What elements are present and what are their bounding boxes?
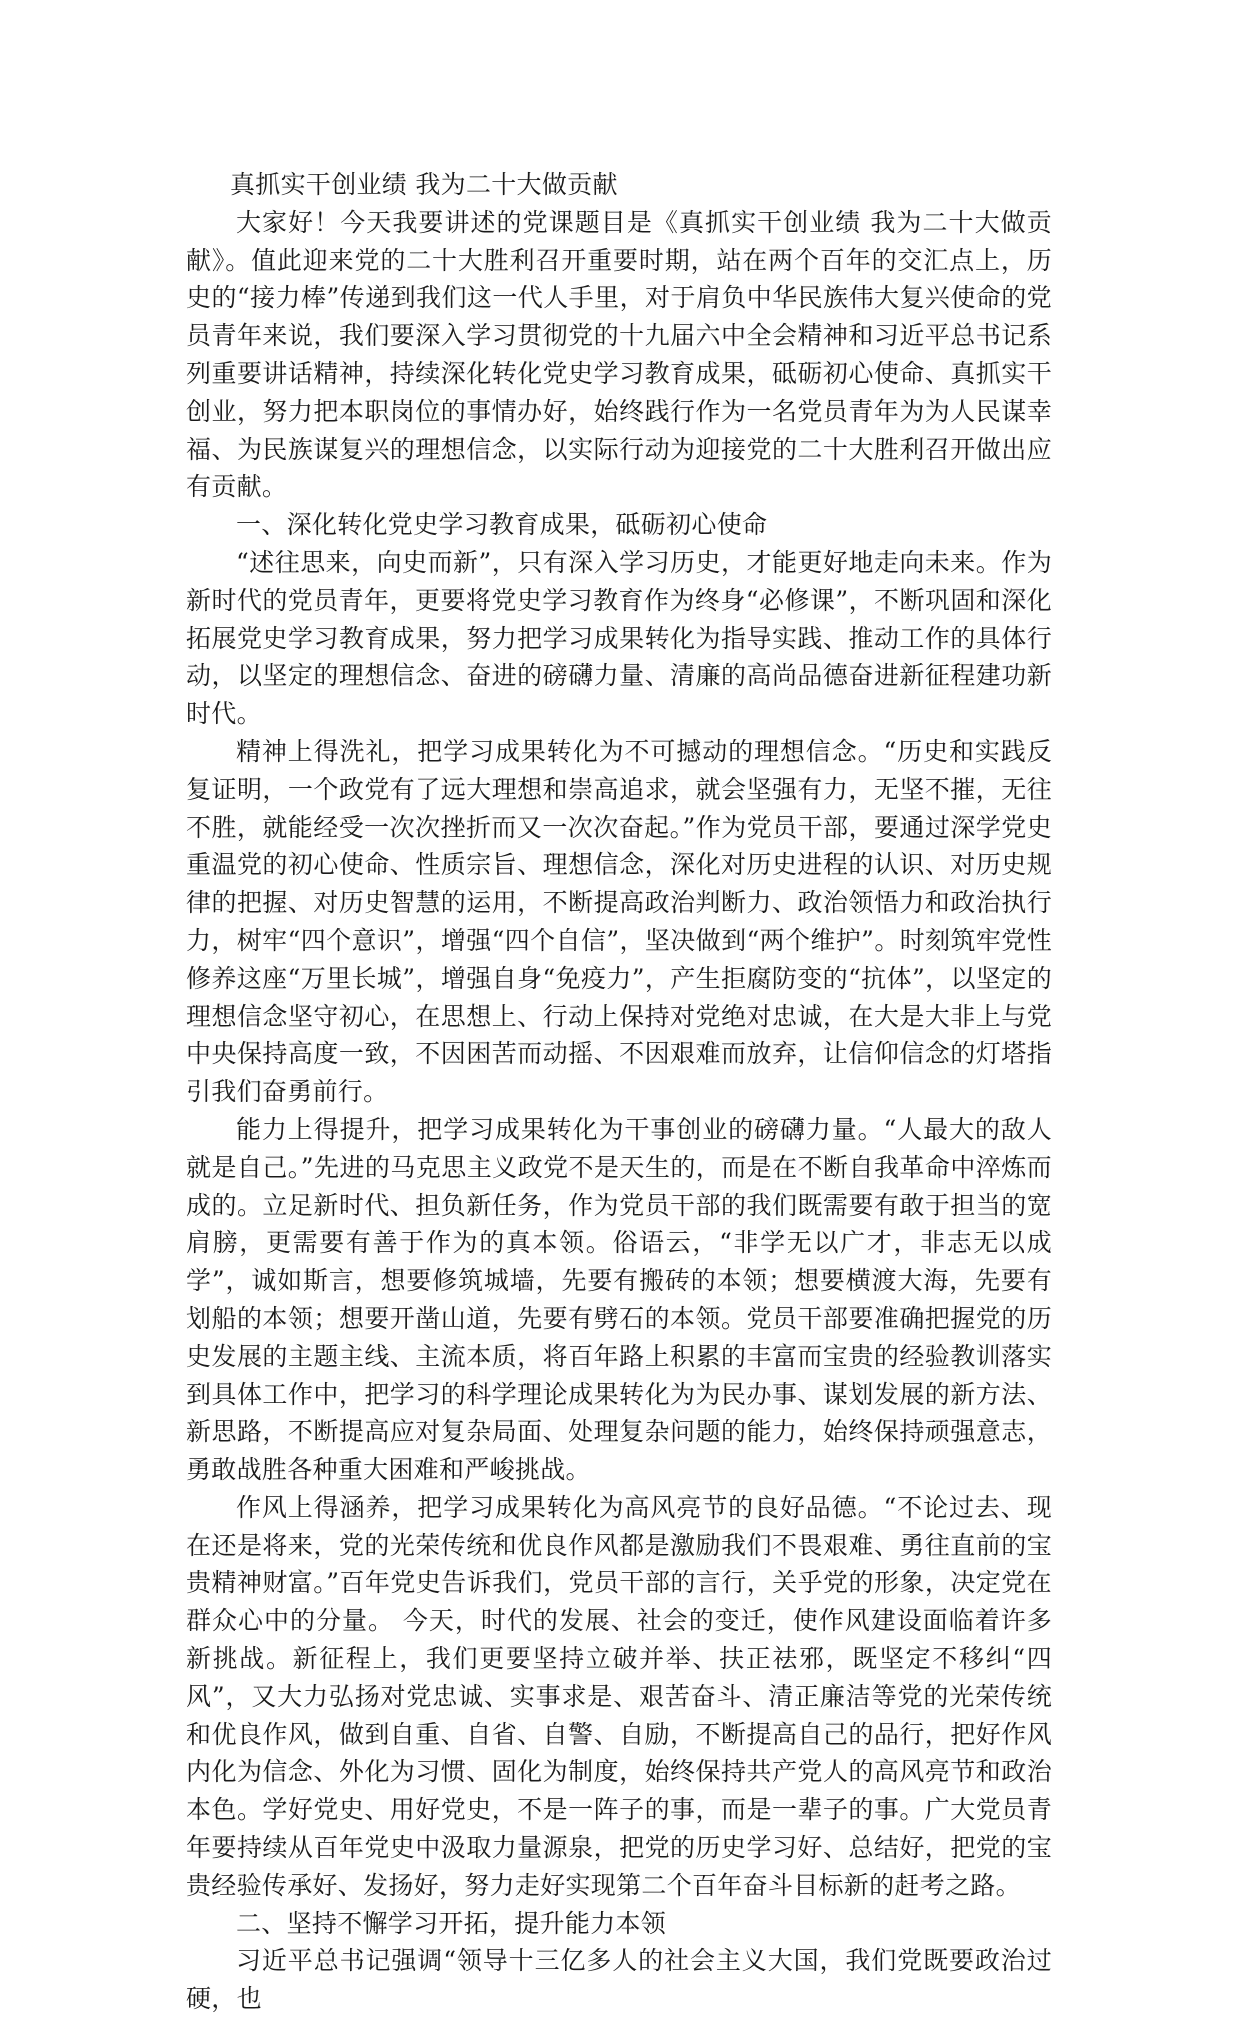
body-paragraph: 作风上得涵养，把学习成果转化为高风亮节的良好品德。“不论过去、现在还是将来，党的光荣传统和优良作风都是激励我们不畏艰难、勇往直前的宝贵精神财富。”百年党史告诉我们，党员干部的言行，关乎党的形象，决定党在群众心中的分量。 今天，时代的发展、社会的变迁，使作风建设面临着许多新挑战。新征程上，我们更要坚持立破并举、扶正祛邪，既坚定不移纠“四风”，又大力弘扬对党忠诚、实事求是、艰苦奋斗、清正廉洁等党的光荣传统和优良作风，做到自重、自省、自警、自励，不断提高自己的品行，把好作风内化为信念、外化为习惯、固化为制度，始终保持共产党人的高风亮节和政治本色。学好党史、用好党史，不是一阵子的事，而是一辈子的事。广大党员青年要持续从百年党史中汲取力量源泉，把党的历史学习好、总结好，把党的宝贵经验传承好、发扬好，努力走好实现第二个百年奋斗目标新的赶考之路。 [186, 1492, 1052, 1900]
document-title: 真抓实干创业绩 我为二十大做贡献 [230, 170, 618, 199]
section-heading-2: 二、坚持不懈学习开拓，提升能力本领 [236, 1908, 667, 1938]
body-paragraph: 能力上得提升，把学习成果转化为干事创业的磅礴力量。“人最大的敌人就是自己。”先进的马克思主义政党不是天生的，而是在不断自我革命中淬炼而成的。立足新时代、担负新任务，作为党员干部的我们既需要有敢于担当的宽肩膀，更需要有善于作为的真本领。俗语云，“非学无以广才，非志无以成学”，诚如斯言，想要修筑城墙，先要有搬砖的本领；想要横渡大海，先要有划船的本领；想要开凿山道，先要有劈石的本领。党员干部要准确把握党的历史发展的主题主线、主流本质，将百年路上积累的丰富而宝贵的经验教训落实到具体工作中，把学习的科学理论成果转化为为民办事、谋划发展的新方法、新思路，不断提高应对复杂局面、处理复杂问题的能力，始终保持顽强意志，勇敢战胜各种重大困难和严峻挑战。 [186, 1114, 1052, 1485]
intro-paragraph: 大家好！今天我要讲述的党课题目是《真抓实干创业绩 我为二十大做贡献》。值此迎来党的二十大胜利召开重要时期，站在两个百年的交汇点上，历史的“接力棒”传递到我们这一代人手里，对于肩负中华民族伟大复兴使命的党员青年来说，我们要深入学习贯彻党的十九届六中全会精神和习近平总书记系列重要讲话精神，持续深化转化党史学习教育成果，砥砺初心使命、真抓实干创业，努力把本职岗位的事情办好，始终践行作为一名党员青年为为人民谋幸福、为民族谋复兴的理想信念，以实际行动为迎接党的二十大胜利召开做出应有贡献。 [186, 207, 1052, 502]
body-paragraph: 习近平总书记强调“领导十三亿多人的社会主义大国，我们党既要政治过硬，也 [186, 1946, 1052, 2014]
body-paragraph: “述往思来，向史而新”，只有深入学习历史，才能更好地走向未来。作为新时代的党员青年，更要将党史学习教育作为终身“必修课”，不断巩固和深化拓展党史学习教育成果，努力把学习成果转化为指导实践、推动工作的具体行动，以坚定的理想信念、奋进的磅礴力量、清廉的高尚品德奋进新征程建功新时代。 [186, 547, 1052, 729]
section-heading-1: 一、深化转化党史学习教育成果，砥砺初心使命 [236, 510, 768, 540]
document-body [186, 204, 1052, 2018]
document-page [186, 166, 1052, 2018]
body-paragraph: 精神上得洗礼，把学习成果转化为不可撼动的理想信念。“历史和实践反复证明，一个政党有了远大理想和崇高追求，就会坚强有力，无坚不摧，无往不胜，就能经受一次次挫折而又一次次奋起。”作为党员干部，要通过深学党史重温党的初心使命、性质宗旨、理想信念，深化对历史进程的认识、对历史规律的把握、对历史智慧的运用，不断提高政治判断力、政治领悟力和政治执行力，树牢“四个意识”，增强“四个自信”，坚决做到“两个维护”。时刻筑牢党性修养这座“万里长城”，增强自身“免疫力”，产生拒腐防变的“抗体”，以坚定的理想信念坚守初心，在思想上、行动上保持对党绝对忠诚，在大是大非上与党中央保持高度一致，不因困苦而动摇、不因艰难而放弃，让信仰信念的灯塔指引我们奋勇前行。 [186, 736, 1052, 1107]
